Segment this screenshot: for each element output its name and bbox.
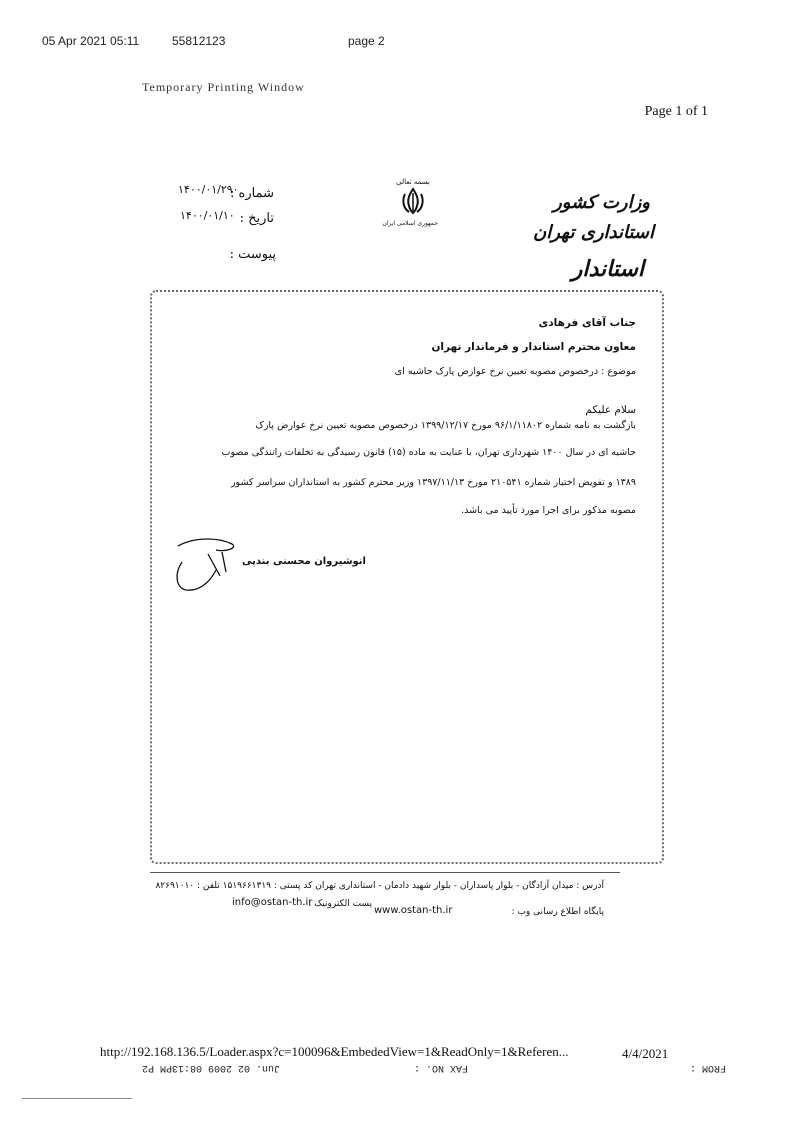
ministry-title: وزارت کشور (553, 192, 650, 213)
print-url: http://192.168.136.5/Loader.aspx?c=100096&EmbededView=1&ReadOnly=1&Referen... (100, 1044, 569, 1059)
date-label: تاریخ : (239, 211, 274, 226)
governorate-title: استانداری تهران (533, 222, 654, 243)
letter-paragraph-line-3: ۱۳۸۹ و تفویض اختیار شماره ۲۱۰۵۴۱ مورخ ۱۳۹۷/۱۱/۱۳ وزیر محترم کشور به استانداران سراسر کشور (230, 477, 636, 488)
date-value: ۱۴۰۰/۰۱/۱۰ (180, 209, 235, 222)
number-label: شماره : (230, 186, 274, 201)
emblem-top-text: بسمه تعالی (396, 178, 430, 186)
number-value: ۱۴۰۰/۰۱/۲۹۰ (178, 183, 239, 196)
fax-header-number: 55812123 (172, 34, 226, 48)
page-of-label: Page 1 of 1 (644, 104, 708, 119)
letter-recipient-title: معاون محترم استاندار و فرماندار تهران (431, 341, 636, 353)
letter-paragraph-line-2: حاشیه ای در سال ۱۴۰۰ شهرداری تهران، با عنایت به ماده (۱۵) قانون رسیدگی به تخلفات رانندگی مصوب (221, 447, 636, 458)
signatory-name: انوشیروان محسنی بندپی (242, 556, 366, 567)
attachment-label: پیوست : (229, 247, 276, 262)
footer-divider (150, 872, 620, 873)
fax-header-date: 05 Apr 2021 05:11 (42, 34, 140, 48)
fax-header-page: page 2 (348, 34, 385, 48)
iran-emblem-icon (398, 186, 428, 216)
footer-email-label: پست الکترونیک : (308, 899, 372, 909)
emblem (382, 178, 438, 227)
fax-footer-from: FROM : (690, 1062, 727, 1073)
printing-window-title: Temporary Printing Window (142, 80, 305, 94)
print-date: 4/4/2021 (622, 1046, 669, 1061)
emblem-bottom-text: جمهوری اسلامی ایران (382, 220, 438, 227)
governor-title: استاندار (571, 256, 644, 282)
letter-recipient: جناب آقای فرهادی (538, 317, 636, 329)
letter-paragraph-line-1: بازگشت به نامه شماره ۹۶/۱/۱۱۸۰۲ مورخ ۱۳۹۹/۱۲/۱۷ درخصوص مصوبه تعیین نرخ عوارض پارک (255, 420, 636, 431)
letter-paragraph-line-4: مصوبه مذکور برای اجرا مورد تأیید می باشد. (461, 505, 636, 516)
footer-website-label: پایگاه اطلاع رسانی وب : (511, 907, 604, 917)
footer-address: آدرس : میدان آزادگان - بلوار پاسداران - بلوار شهید دادمان - استانداری تهران کد پستی : ۱۵۱۹۶۶۱۳۱۹ تلفن : ۸۲۶۹۱۰۱۰ (155, 881, 604, 891)
letter-subject: موضوع : درخصوص مصوبه تعیین نرخ عوارض پارک حاشیه ای (394, 366, 636, 377)
fax-footer-datetime: Jun. 02 2009 08:13PM P2 (142, 1062, 281, 1073)
fax-footer-fax-no: FAX NO. : (414, 1062, 469, 1073)
footer-email: info@ostan-th.ir (232, 897, 313, 908)
footer-website: www.ostan-th.ir (374, 905, 453, 916)
letter-greeting: سلام علیکم (585, 404, 636, 416)
bottom-scan-line (22, 1098, 132, 1099)
